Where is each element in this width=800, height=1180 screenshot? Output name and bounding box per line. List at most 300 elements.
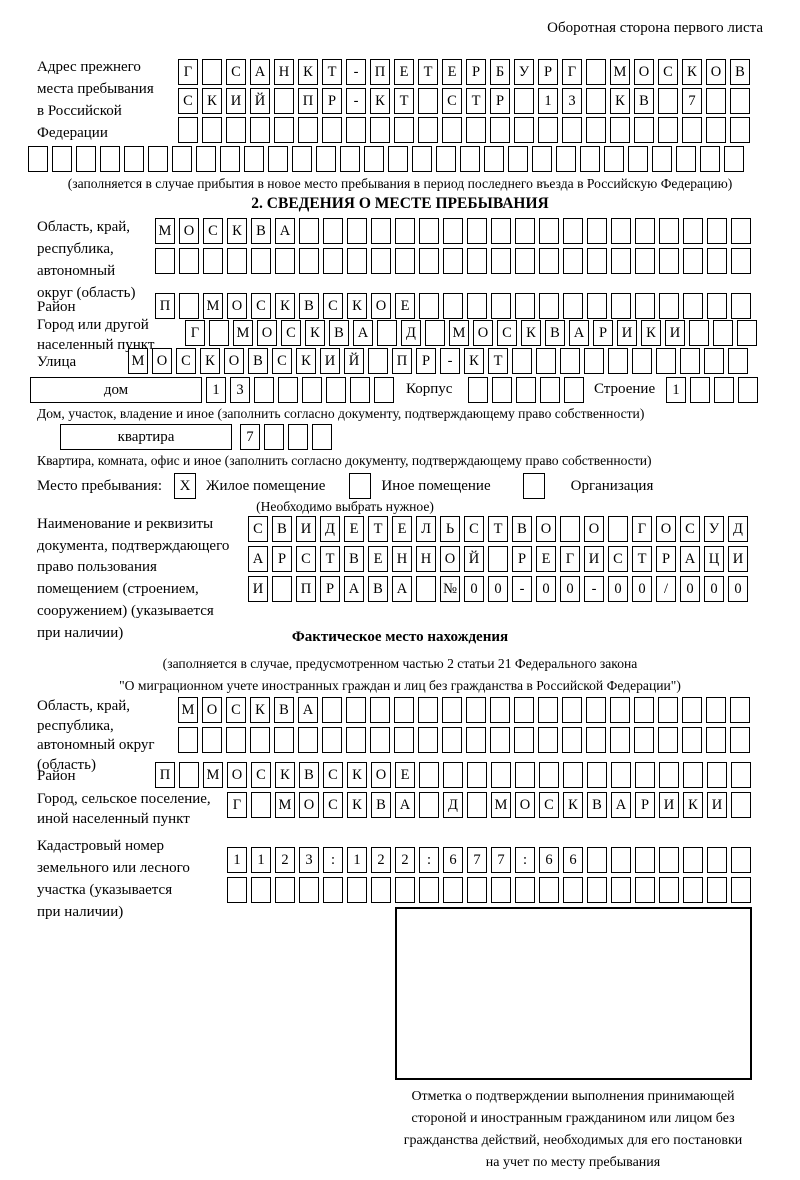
char-cell[interactable]: 0 <box>560 576 580 602</box>
char-cell[interactable] <box>416 576 436 602</box>
char-cell[interactable]: Т <box>418 59 438 85</box>
char-cell[interactable] <box>442 697 462 723</box>
char-cell[interactable] <box>251 877 271 903</box>
char-cell[interactable] <box>700 146 720 172</box>
char-cell[interactable]: О <box>227 293 247 319</box>
char-cell[interactable]: К <box>200 348 220 374</box>
char-cell[interactable]: К <box>563 792 583 818</box>
char-cell[interactable] <box>323 218 343 244</box>
char-cell[interactable]: 1 <box>251 847 271 873</box>
char-cell[interactable] <box>515 293 535 319</box>
char-cell[interactable]: - <box>512 576 532 602</box>
char-cell[interactable] <box>538 727 558 753</box>
char-cell[interactable] <box>608 348 628 374</box>
char-cell[interactable] <box>738 377 758 403</box>
char-cell[interactable]: Р <box>490 88 510 114</box>
char-cell[interactable] <box>587 847 607 873</box>
char-cell[interactable] <box>556 146 576 172</box>
char-cell[interactable] <box>268 146 288 172</box>
char-cell[interactable]: И <box>659 792 679 818</box>
char-cell[interactable] <box>443 762 463 788</box>
char-cell[interactable]: О <box>227 762 247 788</box>
char-cell[interactable] <box>682 727 702 753</box>
char-cell[interactable]: С <box>539 792 559 818</box>
char-cell[interactable] <box>76 146 96 172</box>
char-cell[interactable]: С <box>178 88 198 114</box>
char-cell[interactable] <box>706 117 726 143</box>
char-cell[interactable]: Д <box>401 320 421 346</box>
char-cell[interactable]: И <box>226 88 246 114</box>
char-cell[interactable]: И <box>707 792 727 818</box>
char-cell[interactable] <box>539 218 559 244</box>
char-cell[interactable] <box>731 847 751 873</box>
char-cell[interactable]: Т <box>320 546 340 572</box>
char-cell[interactable]: С <box>251 762 271 788</box>
char-cell[interactable]: С <box>323 792 343 818</box>
char-cell[interactable] <box>536 348 556 374</box>
char-cell[interactable] <box>658 88 678 114</box>
char-cell[interactable]: С <box>296 546 316 572</box>
char-cell[interactable] <box>298 117 318 143</box>
char-cell[interactable]: В <box>634 88 654 114</box>
char-cell[interactable] <box>443 877 463 903</box>
char-cell[interactable] <box>250 117 270 143</box>
char-cell[interactable]: И <box>665 320 685 346</box>
char-cell[interactable]: В <box>251 218 271 244</box>
char-cell[interactable] <box>251 248 271 274</box>
char-cell[interactable] <box>395 218 415 244</box>
char-cell[interactable]: В <box>272 516 292 542</box>
char-cell[interactable] <box>412 146 432 172</box>
char-cell[interactable] <box>586 88 606 114</box>
char-cell[interactable]: 0 <box>680 576 700 602</box>
char-cell[interactable] <box>302 377 322 403</box>
char-cell[interactable]: О <box>706 59 726 85</box>
char-cell[interactable] <box>488 546 508 572</box>
char-cell[interactable]: П <box>370 59 390 85</box>
char-cell[interactable]: О <box>656 516 676 542</box>
char-cell[interactable]: М <box>610 59 630 85</box>
char-cell[interactable] <box>512 348 532 374</box>
char-cell[interactable] <box>28 146 48 172</box>
char-cell[interactable] <box>714 377 734 403</box>
char-cell[interactable]: М <box>203 293 223 319</box>
char-cell[interactable]: С <box>226 59 246 85</box>
char-cell[interactable]: В <box>545 320 565 346</box>
char-cell[interactable] <box>538 117 558 143</box>
char-cell[interactable]: О <box>257 320 277 346</box>
char-cell[interactable] <box>560 516 580 542</box>
char-cell[interactable] <box>564 377 584 403</box>
char-cell[interactable]: С <box>608 546 628 572</box>
char-cell[interactable] <box>322 697 342 723</box>
char-cell[interactable] <box>388 146 408 172</box>
char-cell[interactable] <box>563 762 583 788</box>
char-cell[interactable]: С <box>323 293 343 319</box>
char-cell[interactable]: К <box>521 320 541 346</box>
char-cell[interactable] <box>587 218 607 244</box>
char-cell[interactable] <box>706 697 726 723</box>
char-cell[interactable] <box>563 218 583 244</box>
char-cell[interactable] <box>374 377 394 403</box>
char-cell[interactable]: П <box>155 762 175 788</box>
char-cell[interactable]: К <box>370 88 390 114</box>
char-cell[interactable] <box>611 847 631 873</box>
char-cell[interactable]: И <box>296 516 316 542</box>
char-cell[interactable] <box>52 146 72 172</box>
char-cell[interactable]: Д <box>728 516 748 542</box>
char-cell[interactable]: И <box>617 320 637 346</box>
char-cell[interactable] <box>250 727 270 753</box>
char-cell[interactable] <box>706 727 726 753</box>
char-cell[interactable] <box>608 516 628 542</box>
char-cell[interactable]: О <box>179 218 199 244</box>
char-cell[interactable]: С <box>464 516 484 542</box>
char-cell[interactable] <box>635 762 655 788</box>
char-cell[interactable] <box>586 117 606 143</box>
char-cell[interactable]: А <box>395 792 415 818</box>
char-cell[interactable] <box>418 727 438 753</box>
char-cell[interactable] <box>563 293 583 319</box>
char-cell[interactable]: Т <box>368 516 388 542</box>
char-cell[interactable]: М <box>275 792 295 818</box>
char-cell[interactable] <box>466 727 486 753</box>
char-cell[interactable] <box>443 248 463 274</box>
char-cell[interactable]: - <box>584 576 604 602</box>
char-cell[interactable] <box>347 218 367 244</box>
char-cell[interactable] <box>394 117 414 143</box>
char-cell[interactable]: Т <box>632 546 652 572</box>
char-cell[interactable]: С <box>680 516 700 542</box>
char-cell[interactable] <box>442 727 462 753</box>
char-cell[interactable] <box>226 727 246 753</box>
char-cell[interactable]: Г <box>178 59 198 85</box>
char-cell[interactable]: И <box>728 546 748 572</box>
char-cell[interactable] <box>467 293 487 319</box>
char-cell[interactable] <box>484 146 504 172</box>
char-cell[interactable]: Н <box>392 546 412 572</box>
char-cell[interactable]: О <box>440 546 460 572</box>
char-cell[interactable] <box>659 877 679 903</box>
char-cell[interactable] <box>604 146 624 172</box>
char-cell[interactable] <box>658 697 678 723</box>
char-cell[interactable]: С <box>281 320 301 346</box>
char-cell[interactable] <box>370 727 390 753</box>
char-cell[interactable] <box>731 877 751 903</box>
char-cell[interactable]: 6 <box>563 847 583 873</box>
char-cell[interactable] <box>658 727 678 753</box>
char-cell[interactable] <box>730 727 750 753</box>
char-cell[interactable] <box>298 727 318 753</box>
char-cell[interactable]: 0 <box>632 576 652 602</box>
char-cell[interactable]: - <box>440 348 460 374</box>
char-cell[interactable] <box>652 146 672 172</box>
char-cell[interactable] <box>682 117 702 143</box>
char-cell[interactable] <box>346 117 366 143</box>
char-cell[interactable]: С <box>658 59 678 85</box>
char-cell[interactable] <box>292 146 312 172</box>
char-cell[interactable]: С <box>251 293 271 319</box>
char-cell[interactable] <box>312 424 332 450</box>
char-cell[interactable] <box>466 697 486 723</box>
char-cell[interactable] <box>731 792 751 818</box>
char-cell[interactable]: О <box>634 59 654 85</box>
char-cell[interactable] <box>466 117 486 143</box>
char-cell[interactable] <box>124 146 144 172</box>
char-cell[interactable]: С <box>176 348 196 374</box>
char-cell[interactable]: Р <box>322 88 342 114</box>
char-cell[interactable]: - <box>346 88 366 114</box>
char-cell[interactable] <box>707 762 727 788</box>
char-cell[interactable] <box>713 320 733 346</box>
char-cell[interactable]: № <box>440 576 460 602</box>
char-cell[interactable] <box>491 762 511 788</box>
char-cell[interactable]: 1 <box>206 377 226 403</box>
char-cell[interactable] <box>587 248 607 274</box>
char-cell[interactable]: К <box>298 59 318 85</box>
char-cell[interactable]: Й <box>464 546 484 572</box>
char-cell[interactable] <box>635 248 655 274</box>
char-cell[interactable] <box>227 248 247 274</box>
char-cell[interactable] <box>587 762 607 788</box>
char-cell[interactable]: Р <box>635 792 655 818</box>
char-cell[interactable]: А <box>250 59 270 85</box>
char-cell[interactable]: Г <box>560 546 580 572</box>
char-cell[interactable]: В <box>299 293 319 319</box>
char-cell[interactable] <box>659 293 679 319</box>
char-cell[interactable] <box>689 320 709 346</box>
char-cell[interactable] <box>611 293 631 319</box>
char-cell[interactable] <box>586 697 606 723</box>
char-cell[interactable]: Р <box>593 320 613 346</box>
char-cell[interactable] <box>178 727 198 753</box>
char-cell[interactable]: Б <box>490 59 510 85</box>
char-cell[interactable]: 1 <box>538 88 558 114</box>
char-cell[interactable]: М <box>128 348 148 374</box>
char-cell[interactable] <box>395 248 415 274</box>
char-cell[interactable] <box>220 146 240 172</box>
char-cell[interactable] <box>467 877 487 903</box>
char-cell[interactable] <box>346 697 366 723</box>
char-cell[interactable] <box>323 248 343 274</box>
char-cell[interactable]: Н <box>416 546 436 572</box>
char-cell[interactable]: К <box>296 348 316 374</box>
char-cell[interactable]: Р <box>466 59 486 85</box>
char-cell[interactable]: Т <box>322 59 342 85</box>
char-cell[interactable]: 0 <box>488 576 508 602</box>
char-cell[interactable]: Ь <box>440 516 460 542</box>
char-cell[interactable] <box>580 146 600 172</box>
char-cell[interactable]: О <box>224 348 244 374</box>
char-cell[interactable]: Р <box>416 348 436 374</box>
char-cell[interactable] <box>346 727 366 753</box>
char-cell[interactable]: Д <box>320 516 340 542</box>
char-cell[interactable] <box>680 348 700 374</box>
char-cell[interactable]: Л <box>416 516 436 542</box>
char-cell[interactable] <box>610 697 630 723</box>
char-cell[interactable]: П <box>155 293 175 319</box>
char-cell[interactable]: А <box>569 320 589 346</box>
char-cell[interactable] <box>730 697 750 723</box>
char-cell[interactable] <box>706 88 726 114</box>
char-cell[interactable] <box>251 792 271 818</box>
char-cell[interactable]: Т <box>488 516 508 542</box>
char-cell[interactable]: 7 <box>682 88 702 114</box>
char-cell[interactable]: Й <box>344 348 364 374</box>
char-cell[interactable]: А <box>680 546 700 572</box>
char-cell[interactable]: О <box>536 516 556 542</box>
char-cell[interactable]: О <box>473 320 493 346</box>
char-cell[interactable] <box>209 320 229 346</box>
char-cell[interactable]: С <box>226 697 246 723</box>
char-cell[interactable] <box>490 117 510 143</box>
char-cell[interactable]: К <box>202 88 222 114</box>
char-cell[interactable]: В <box>274 697 294 723</box>
char-cell[interactable] <box>658 117 678 143</box>
char-cell[interactable] <box>395 877 415 903</box>
char-cell[interactable]: : <box>419 847 439 873</box>
char-cell[interactable] <box>172 146 192 172</box>
char-cell[interactable]: Т <box>394 88 414 114</box>
char-cell[interactable]: Е <box>392 516 412 542</box>
checkbox-organizatsiya[interactable] <box>523 473 545 499</box>
char-cell[interactable] <box>682 697 702 723</box>
char-cell[interactable] <box>611 877 631 903</box>
char-cell[interactable] <box>274 117 294 143</box>
char-cell[interactable]: В <box>512 516 532 542</box>
char-cell[interactable] <box>634 117 654 143</box>
char-cell[interactable]: 0 <box>464 576 484 602</box>
char-cell[interactable] <box>635 847 655 873</box>
char-cell[interactable] <box>610 727 630 753</box>
char-cell[interactable] <box>467 792 487 818</box>
char-cell[interactable] <box>707 877 727 903</box>
char-cell[interactable] <box>560 348 580 374</box>
char-cell[interactable]: В <box>587 792 607 818</box>
char-cell[interactable] <box>584 348 604 374</box>
char-cell[interactable] <box>202 117 222 143</box>
char-cell[interactable]: В <box>371 792 391 818</box>
char-cell[interactable]: Е <box>536 546 556 572</box>
char-cell[interactable]: А <box>611 792 631 818</box>
char-cell[interactable] <box>562 727 582 753</box>
char-cell[interactable]: Г <box>562 59 582 85</box>
char-cell[interactable] <box>539 877 559 903</box>
char-cell[interactable] <box>514 117 534 143</box>
char-cell[interactable]: В <box>299 762 319 788</box>
char-cell[interactable]: : <box>515 847 535 873</box>
char-cell[interactable] <box>364 146 384 172</box>
char-cell[interactable] <box>100 146 120 172</box>
char-cell[interactable] <box>274 88 294 114</box>
char-cell[interactable] <box>467 762 487 788</box>
char-cell[interactable]: К <box>347 792 367 818</box>
char-cell[interactable] <box>490 697 510 723</box>
char-cell[interactable] <box>728 348 748 374</box>
char-cell[interactable] <box>515 248 535 274</box>
char-cell[interactable]: 7 <box>240 424 260 450</box>
char-cell[interactable]: 7 <box>467 847 487 873</box>
char-cell[interactable] <box>226 117 246 143</box>
char-cell[interactable] <box>635 218 655 244</box>
char-cell[interactable]: Г <box>632 516 652 542</box>
char-cell[interactable] <box>562 117 582 143</box>
char-cell[interactable]: 1 <box>666 377 686 403</box>
char-cell[interactable]: 0 <box>536 576 556 602</box>
char-cell[interactable] <box>418 697 438 723</box>
char-cell[interactable] <box>538 697 558 723</box>
char-cell[interactable] <box>635 877 655 903</box>
char-cell[interactable]: С <box>248 516 268 542</box>
char-cell[interactable]: А <box>298 697 318 723</box>
char-cell[interactable]: 3 <box>299 847 319 873</box>
char-cell[interactable]: 3 <box>230 377 250 403</box>
char-cell[interactable]: К <box>641 320 661 346</box>
char-cell[interactable]: К <box>275 293 295 319</box>
checkbox-zhiloe[interactable]: X <box>174 473 196 499</box>
char-cell[interactable] <box>659 762 679 788</box>
char-cell[interactable]: К <box>275 762 295 788</box>
char-cell[interactable]: О <box>152 348 172 374</box>
char-cell[interactable]: Ц <box>704 546 724 572</box>
char-cell[interactable]: Т <box>466 88 486 114</box>
char-cell[interactable] <box>490 727 510 753</box>
char-cell[interactable] <box>371 218 391 244</box>
char-cell[interactable]: И <box>320 348 340 374</box>
char-cell[interactable] <box>730 88 750 114</box>
char-cell[interactable] <box>656 348 676 374</box>
char-cell[interactable] <box>275 877 295 903</box>
char-cell[interactable]: О <box>371 293 391 319</box>
char-cell[interactable]: У <box>704 516 724 542</box>
char-cell[interactable]: У <box>514 59 534 85</box>
char-cell[interactable] <box>443 218 463 244</box>
char-cell[interactable]: К <box>305 320 325 346</box>
char-cell[interactable] <box>514 727 534 753</box>
char-cell[interactable] <box>419 762 439 788</box>
char-cell[interactable] <box>683 847 703 873</box>
char-cell[interactable]: Е <box>395 762 415 788</box>
char-cell[interactable]: 7 <box>491 847 511 873</box>
char-cell[interactable]: Р <box>320 576 340 602</box>
char-cell[interactable]: Д <box>443 792 463 818</box>
char-cell[interactable] <box>275 248 295 274</box>
char-cell[interactable]: 2 <box>275 847 295 873</box>
char-cell[interactable]: 6 <box>539 847 559 873</box>
char-cell[interactable] <box>659 218 679 244</box>
char-cell[interactable] <box>371 248 391 274</box>
char-cell[interactable]: Е <box>395 293 415 319</box>
char-cell[interactable] <box>371 877 391 903</box>
char-cell[interactable] <box>634 697 654 723</box>
char-cell[interactable]: А <box>344 576 364 602</box>
char-cell[interactable]: П <box>296 576 316 602</box>
char-cell[interactable] <box>731 293 751 319</box>
char-cell[interactable] <box>203 248 223 274</box>
char-cell[interactable] <box>394 697 414 723</box>
char-cell[interactable] <box>468 377 488 403</box>
char-cell[interactable]: 3 <box>562 88 582 114</box>
char-cell[interactable] <box>539 248 559 274</box>
char-cell[interactable] <box>202 59 222 85</box>
char-cell[interactable]: К <box>682 59 702 85</box>
char-cell[interactable] <box>683 762 703 788</box>
char-cell[interactable] <box>419 792 439 818</box>
char-cell[interactable] <box>586 59 606 85</box>
char-cell[interactable] <box>419 877 439 903</box>
char-cell[interactable] <box>508 146 528 172</box>
char-cell[interactable] <box>491 877 511 903</box>
